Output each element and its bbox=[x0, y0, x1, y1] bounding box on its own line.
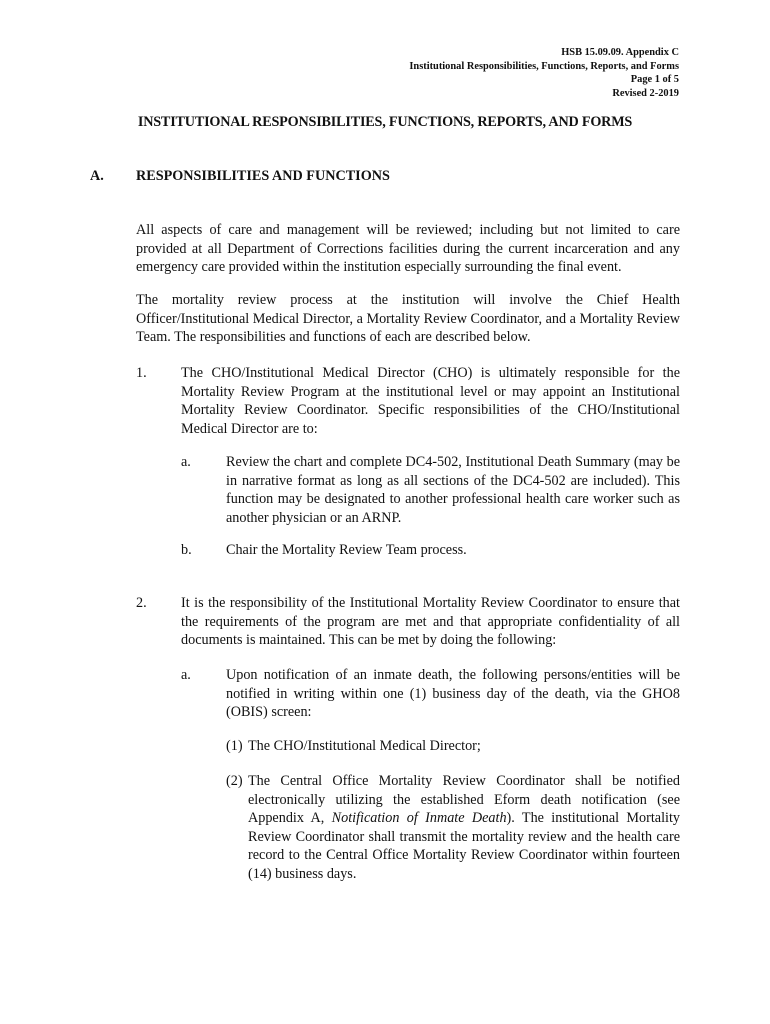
item-2a-text: Upon notification of an inmate death, the following persons/entities will be notified in writing within one (1) business day of the death, via the GHO8 (OBIS) screen: bbox=[226, 667, 680, 721]
list-item-1-number: (1) bbox=[226, 738, 243, 754]
section-letter: A. bbox=[90, 168, 104, 184]
item-1b-text: Chair the Mortality Review Team process. bbox=[226, 542, 467, 558]
intro-paragraph-1: All aspects of care and management will be reviewed; including but not limited to care provided at all Department of Corrections facilities during the current incarceration and any emergency care provided within the institution especially surrounding the final event. bbox=[136, 222, 680, 276]
section-heading: RESPONSIBILITIES AND FUNCTIONS bbox=[136, 168, 390, 184]
list-item-2-text-end: ). The institutional Mortality Review Coordinator shall transmit the mortality review and the health care record to the Central Office Mortality Review Coordinator within fourteen (14) business days. bbox=[248, 810, 681, 882]
document-header bbox=[409, 46, 679, 100]
header-revision-date: Revised 2-2019 bbox=[612, 87, 679, 99]
list-item-2-number: (2) bbox=[226, 773, 243, 789]
item-1b-letter: b. bbox=[181, 542, 192, 558]
header-policy-number: HSB 15.09.09. Appendix C bbox=[561, 47, 679, 58]
item-2a-letter: a. bbox=[181, 667, 191, 683]
list-item-2-text-start: The Central Office Mortality Review Coordinator shall be notified electronically utilizing the established Eform death notification (see Appendix A, bbox=[248, 773, 680, 827]
header-page-number: Page 1 of 5 bbox=[630, 74, 679, 86]
item-2-number: 2. bbox=[136, 595, 147, 611]
item-2-text: It is the responsibility of the Institutional Mortality Review Coordinator to ensure that the requirements of the program are met and that appropriate confidentiality of all documents is maintained. This can be met by doing the following: bbox=[181, 595, 680, 649]
item-1-number: 1. bbox=[136, 365, 147, 381]
item-1a-letter: a. bbox=[181, 454, 191, 470]
list-item-2-text bbox=[248, 772, 680, 884]
list-item-1-text: The CHO/Institutional Medical Director; bbox=[248, 738, 481, 754]
item-1a-text: Review the chart and complete DC4-502, Institutional Death Summary (may be in narrative format as long as all sections of the DC4-502 are included). This function may be designated to another professional health care worker such as another physician or an ARNP. bbox=[226, 454, 680, 526]
item-1-text: The CHO/Institutional Medical Director (CHO) is ultimately responsible for the Mortality Review Program at the institutional level or may appoint an Institutional Mortality Review Coordinator. Specific responsibilities of the CHO/Institutional Medical Director are to: bbox=[181, 365, 680, 437]
page-title: INSTITUTIONAL RESPONSIBILITIES, FUNCTIONS, REPORTS, AND FORMS bbox=[137, 114, 633, 130]
intro-paragraph-2: The mortality review process at the institution will involve the Chief Health Officer/Institutional Medical Director, a Mortality Review Coordinator, and a Mortality Review Team. The responsibilities and functions of each are described below. bbox=[136, 292, 680, 346]
header-document-title: Institutional Responsibilities, Functions, Reports, and Forms bbox=[409, 60, 679, 72]
appendix-title-italic: Notification of Inmate Death bbox=[331, 810, 507, 827]
